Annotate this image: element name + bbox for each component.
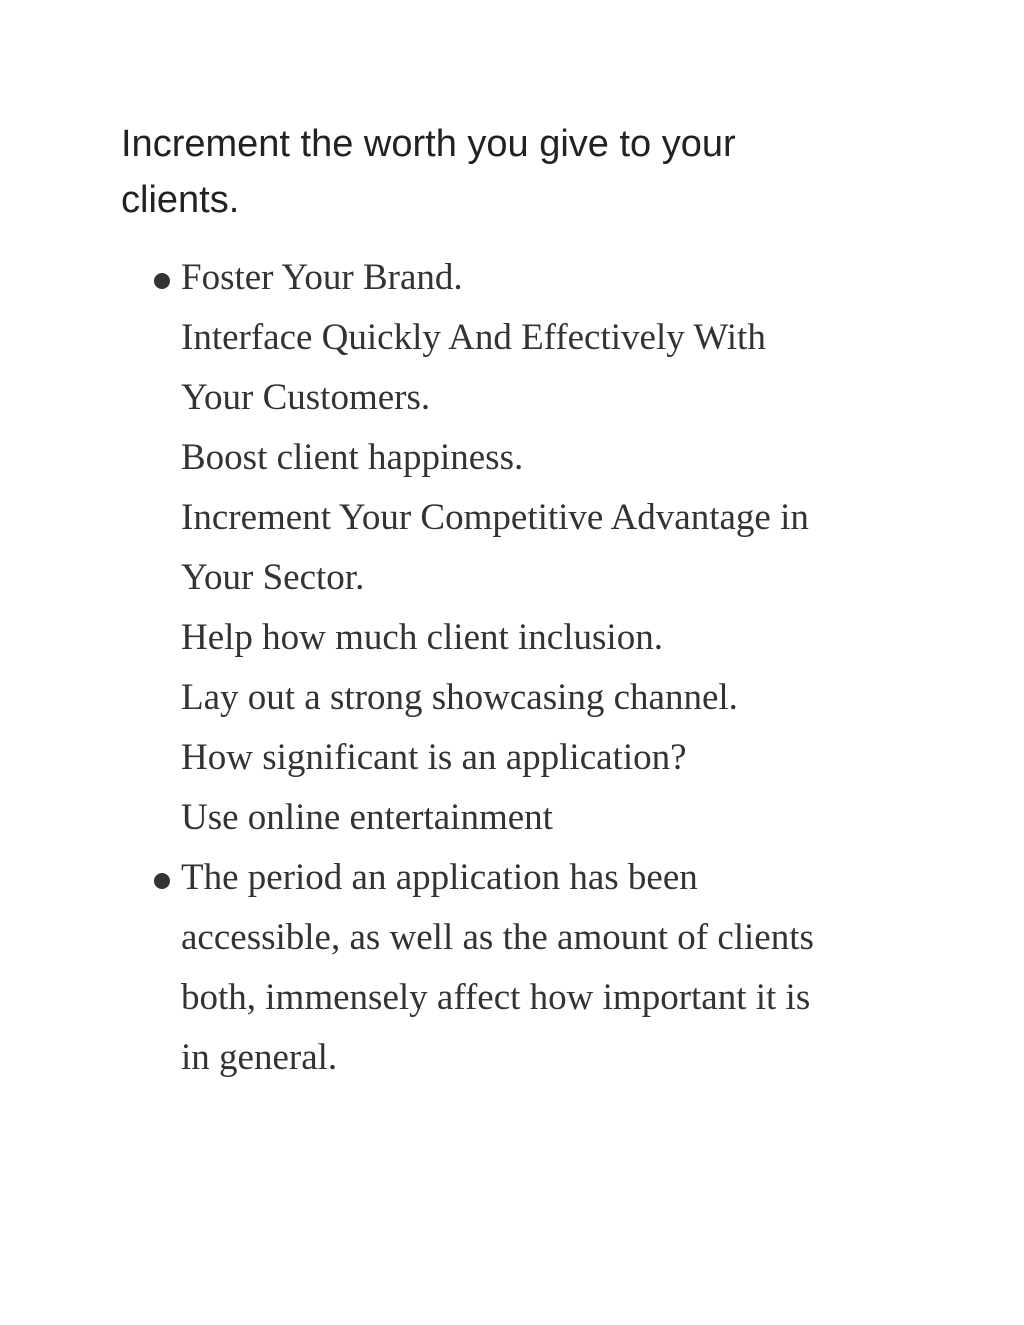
bullet-line: Boost client happiness. [181, 437, 524, 478]
bullet-line: Increment Your Competitive Advantage in [181, 497, 809, 538]
bullet-line: Foster Your Brand. [181, 257, 463, 298]
heading-line: Increment the worth you give to your [121, 123, 736, 165]
bullet-line: Your Customers. [181, 377, 431, 418]
bullet-line: The period an application has been [181, 857, 698, 898]
bullet-line: Help how much client inclusion. [181, 617, 663, 658]
heading-line: clients. [121, 179, 240, 221]
bullet-line: Interface Quickly And Effectively With [181, 317, 766, 358]
bullet-line: How significant is an application? [181, 737, 687, 778]
bullet-list [152, 248, 882, 1088]
bullet-dot-icon [154, 873, 170, 889]
bullet-line: Use online entertainment [181, 797, 553, 838]
bullet-item [152, 248, 882, 848]
page-heading [121, 116, 821, 228]
bullet-item [152, 848, 882, 1088]
bullet-line: Your Sector. [181, 557, 365, 598]
bullet-line: accessible, as well as the amount of clients [181, 917, 814, 958]
bullet-line: in general. [181, 1037, 338, 1078]
bullet-line: both, immensely affect how important it is [181, 977, 811, 1018]
bullet-dot-icon [154, 273, 170, 289]
bullet-line: Lay out a strong showcasing channel. [181, 677, 738, 718]
